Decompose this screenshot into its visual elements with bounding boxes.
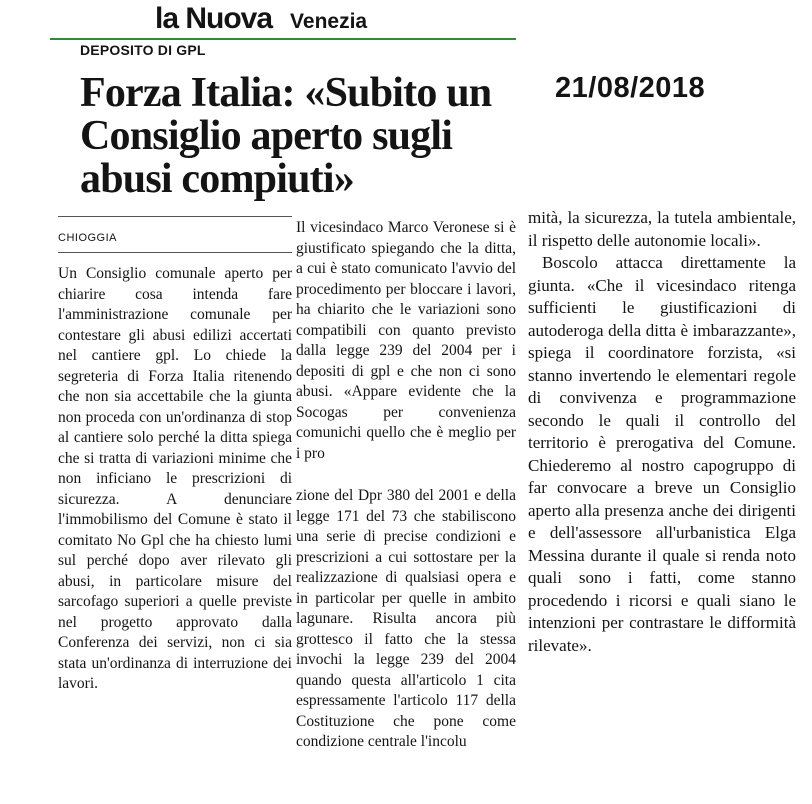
- article-column-3: [528, 207, 796, 804]
- column-3-text-b: Boscolo attacca direttamente la giunta. «Che il vicesindaco ritenga sufficienti le giustificazioni di autoderoga della ditta è imbarazzante», spiega il coordinatore forzista, «si stanno invertendo le elementari regole di convivenza e programmazione secondo le quali il controllo del territorio è prerogativa del Comune. Chiederemo al nostro capogruppo di far convocare a breve un Consiglio aperto alla presenza anche dei dirigenti e dell'assessore all'urbanistica Elga Messina durante il quale si renda noto quali sono i fatti, come stanno procedendo i ricorsi e quali siano le intenzioni per contrastare le difformità rilevate».: [528, 253, 796, 655]
- kicker: CHIOGGIA: [58, 232, 118, 244]
- article-column-2: [296, 218, 516, 804]
- article-date: 21/08/2018: [555, 72, 706, 104]
- section-label: DEPOSITO DI GPL: [80, 42, 206, 58]
- kicker-rule-top: [58, 216, 292, 217]
- masthead-city: Venezia: [290, 10, 368, 33]
- kicker-rule-bottom: [58, 252, 292, 253]
- column-2-gap: [296, 464, 516, 486]
- column-2-text-b: zione del Dpr 380 del 2001 e della legge 171 del 73 che stabiliscono una serie di precise condizioni e prescrizioni a cui sottostare per la realizzazione di qualsiasi opera e in particolar per quelle in ambito lagunare. Risulta ancora più grottesco il fatto che la stessa invochi la legge 239 del 2004 quando questa all'articolo 1 cita espressamente l'articolo 117 della Costituzione che pone come condizione centrale l'incolu: [296, 487, 516, 750]
- article-column-1: [58, 264, 292, 794]
- masthead-rule: [50, 38, 516, 40]
- headline: Forza Italia: «Subito un Consiglio aperto sugli abusi compiuti»: [80, 70, 492, 202]
- column-3-text-a: mità, la sicurezza, la tutela ambientale, il rispetto delle autonomie locali».: [528, 208, 796, 250]
- masthead-name: la Nuova: [155, 2, 273, 35]
- masthead: [155, 2, 367, 36]
- column-1-text: Un Consiglio comunale aperto per chiarire cosa intenda fare l'amministrazione comunale per contestare gli abusi edilizi accertati nel cantiere gpl. Lo chiede la segreteria di Forza Italia ritenendo che non sia accettabile che la giunta non proceda con un'ordinanza di stop al cantiere solo perché la ditta spiega che si tratta di variazioni minime che non inficiano le prescrizioni di sicurezza. A denunciare l'immobilismo del Comune è stato il comitato No Gpl che ha chiesto lumi sul perché dopo aver rilevato gli abusi, in particolare misure del sarcofago superiori a quelle previste nel progetto approvato dalla Conferenza dei servizi, non ci sia stata un'ordinanza di interruzione dei lavori.: [58, 265, 292, 692]
- column-2-text-a: Il vicesindaco Marco Veronese si è giustificato spiegando che la ditta, a cui è stato comunicato l'avvio del procedimento per bloccare i lavori, ha chiarito che le variazioni sono compatibili con quanto previsto dalla legge 239 del 2004 per i depositi di gpl e che non ci sono abusi. «Appare evidente che la Socogas per convenienza comunichi quello che è meglio per i pro: [296, 219, 516, 462]
